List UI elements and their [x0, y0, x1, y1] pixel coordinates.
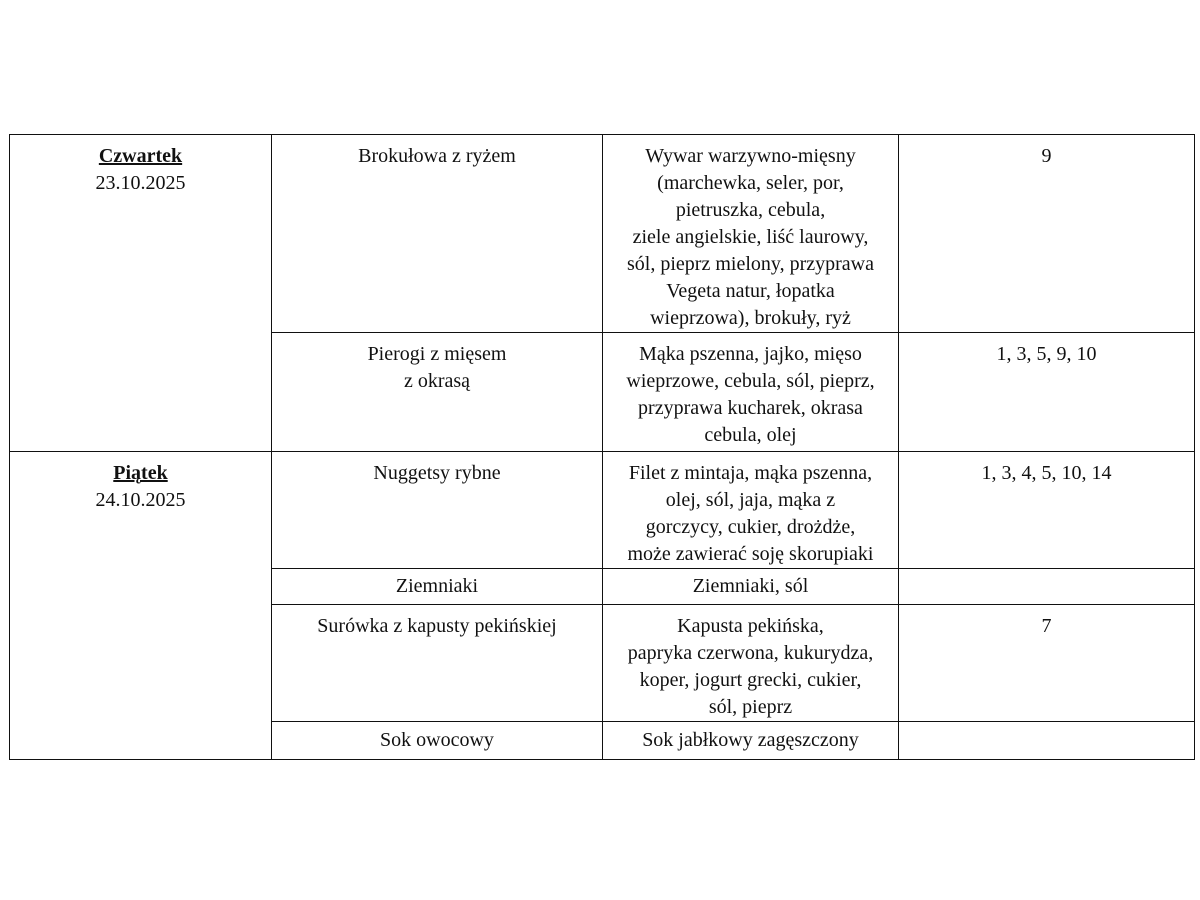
ingredients-cell: [603, 333, 899, 452]
ingredient-line: Filet z mintaja, mąka pszenna,: [628, 462, 873, 484]
dish-name-cell: [272, 135, 603, 333]
day-date: 23.10.2025: [95, 172, 186, 194]
ingredient-line: Vegeta natur, łopatka: [666, 280, 835, 302]
allergens: 7: [1041, 615, 1052, 637]
ingredient-line: Mąka pszenna, jajko, mięso: [639, 343, 862, 365]
dish-name-cell: [272, 333, 603, 452]
ingredient-line: wieprzowe, cebula, sól, pieprz,: [626, 370, 875, 392]
dish-name-cell: [272, 452, 603, 569]
ingredients-cell: [603, 135, 899, 333]
allergens-cell: [899, 452, 1195, 569]
ingredients-cell: [603, 569, 899, 605]
ingredient-line: sól, pieprz mielony, przyprawa: [627, 253, 874, 275]
allergens-cell: [899, 569, 1195, 605]
ingredient-line: ziele angielskie, liść laurowy,: [632, 226, 869, 248]
allergens: 1, 3, 5, 9, 10: [996, 343, 1097, 365]
dish-name: Ziemniaki: [395, 575, 479, 597]
dish-name-cell: [272, 569, 603, 605]
day-name: Piątek: [113, 462, 168, 484]
dish-name: z okrasą: [403, 370, 471, 392]
ingredients-cell: [603, 452, 899, 569]
ingredients-cell: [603, 605, 899, 722]
ingredient-line: Ziemniaki, sól: [692, 575, 809, 597]
ingredient-line: koper, jogurt grecki, cukier,: [639, 669, 862, 691]
ingredient-line: papryka czerwona, kukurydza,: [627, 642, 874, 664]
ingredient-line: Wywar warzywno-mięsny: [645, 145, 856, 167]
menu-table: [9, 134, 1195, 760]
table-row: [10, 135, 1195, 333]
allergens: 9: [1041, 145, 1052, 167]
allergens-cell: [899, 722, 1195, 760]
ingredient-line: (marchewka, seler, por,: [657, 172, 844, 194]
day-cell: [10, 452, 272, 760]
dish-name: Brokułowa z ryżem: [358, 145, 516, 167]
table-row: [10, 452, 1195, 569]
ingredient-line: wieprzowa), brokuły, ryż: [650, 307, 851, 329]
day-date: 24.10.2025: [95, 489, 186, 511]
dish-name-cell: [272, 605, 603, 722]
ingredient-line: gorczycy, cukier, drożdże,: [645, 516, 856, 538]
ingredient-line: olej, sól, jaja, mąka z: [665, 489, 836, 511]
day-name: Czwartek: [98, 145, 183, 167]
allergens-cell: [899, 135, 1195, 333]
ingredient-line: Sok jabłkowy zagęszczony: [642, 729, 859, 751]
dish-name: Pierogi z mięsem: [367, 343, 507, 365]
dish-name: Surówka z kapusty pekińskiej: [317, 615, 557, 637]
ingredient-line: pietruszka, cebula,: [675, 199, 826, 221]
day-cell: [10, 135, 272, 452]
ingredient-line: Kapusta pekińska,: [677, 615, 824, 637]
dish-name-cell: [272, 722, 603, 760]
dish-name: Nuggetsy rybne: [373, 462, 501, 484]
dish-name: Sok owocowy: [380, 729, 494, 751]
allergens: 1, 3, 4, 5, 10, 14: [981, 462, 1112, 484]
ingredients-cell: [603, 722, 899, 760]
ingredient-line: może zawierać soję skorupiaki: [627, 543, 874, 565]
allergens-cell: [899, 605, 1195, 722]
ingredient-line: sól, pieprz: [708, 696, 793, 718]
ingredient-line: przyprawa kucharek, okrasa: [638, 397, 863, 419]
allergens-cell: [899, 333, 1195, 452]
ingredient-line: cebula, olej: [704, 424, 797, 446]
